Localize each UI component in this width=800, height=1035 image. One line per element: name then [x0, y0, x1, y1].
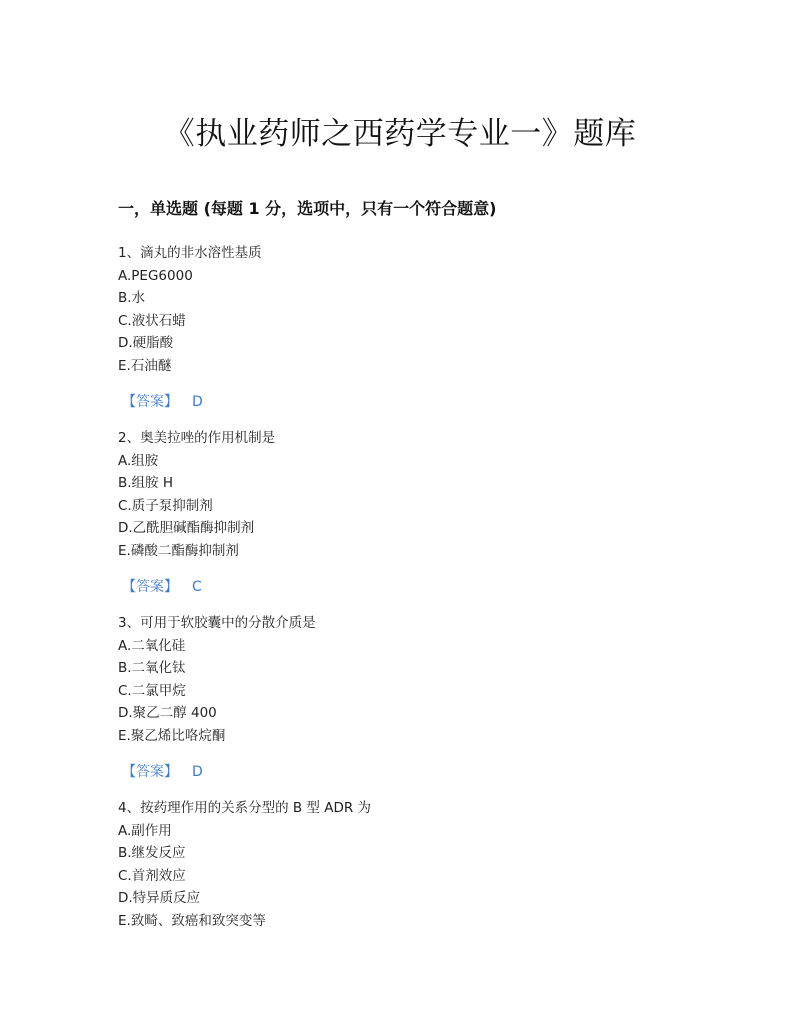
answer-label: 【答案】 — [122, 394, 178, 410]
option-e: E.磷酸二酯酶抑制剂 — [118, 542, 239, 559]
answer-line — [122, 576, 718, 596]
answer-label: 【答案】 — [122, 764, 178, 780]
option-e: E.石油醚 — [118, 357, 172, 374]
option-b: B.水 — [118, 290, 146, 306]
answer-line — [122, 391, 718, 411]
option-e: E.致畸、致癌和致突变等 — [118, 912, 266, 929]
option-b: B.继发反应 — [118, 845, 186, 861]
answer-value: D — [192, 764, 203, 780]
option-d: D.聚乙二醇 400 — [118, 705, 217, 721]
option-c: C.二氯甲烷 — [118, 682, 186, 699]
section-heading: 一，单选题 (每题 1 分，选项中，只有一个符合题意) — [118, 199, 497, 218]
option-a: A.副作用 — [118, 822, 172, 839]
question-stem: 3、可用于软胶囊中的分散介质是 — [118, 615, 316, 631]
option-a: A.PEG6000 — [118, 267, 193, 284]
option-d: D.硬脂酸 — [118, 335, 174, 351]
option-d: D.乙酰胆碱酯酶抑制剂 — [118, 520, 255, 536]
option-b: B.组胺 H — [118, 475, 173, 491]
question-stem: 1、滴丸的非水溶性基质 — [118, 245, 262, 261]
option-a: A.二氧化硅 — [118, 637, 186, 654]
option-b: B.二氧化钛 — [118, 660, 186, 676]
option-d: D.特异质反应 — [118, 890, 201, 906]
question-4 — [118, 797, 718, 932]
option-c: C.液状石蜡 — [118, 312, 186, 329]
option-a: A.组胺 — [118, 452, 159, 469]
answer-line — [122, 761, 718, 781]
question-3 — [118, 612, 718, 781]
option-c: C.首剂效应 — [118, 867, 186, 884]
question-stem: 4、按药理作用的关系分型的 B 型 ADR 为 — [118, 800, 372, 816]
question-stem: 2、奥美拉唑的作用机制是 — [118, 430, 276, 446]
answer-value: D — [192, 394, 203, 410]
answer-label: 【答案】 — [122, 579, 178, 595]
question-2 — [118, 427, 718, 596]
answer-value: C — [192, 579, 202, 595]
option-e: E.聚乙烯比咯烷酮 — [118, 727, 226, 744]
option-c: C.质子泵抑制剂 — [118, 497, 213, 514]
question-1 — [118, 242, 718, 411]
document-title: 《执业药师之西药学专业一》题库 — [163, 116, 637, 152]
